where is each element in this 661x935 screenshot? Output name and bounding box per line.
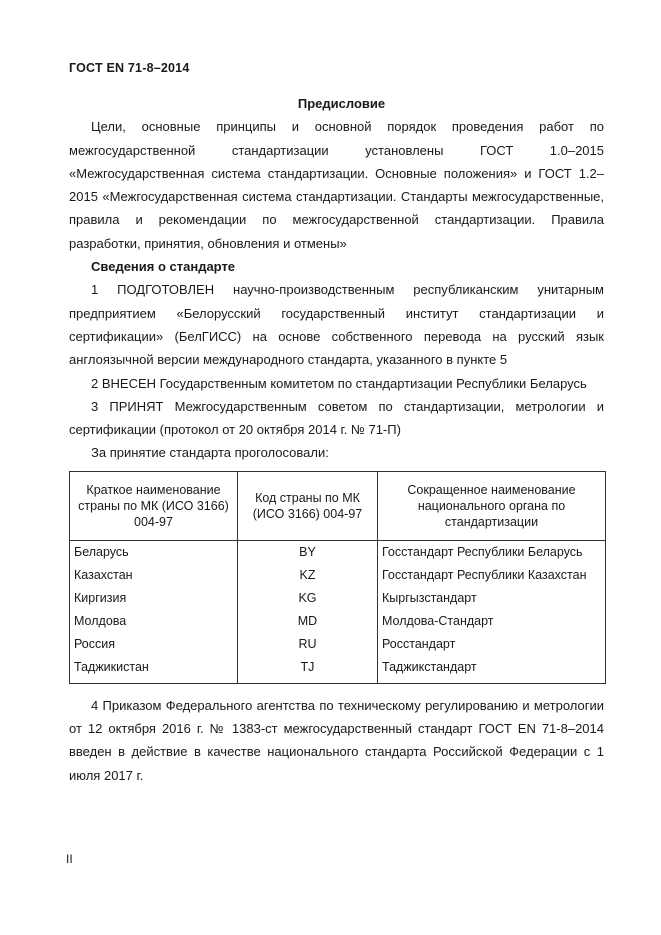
standards-body: Таджикстандарт [378,656,606,684]
table-row [70,564,606,587]
country-code: MD [238,610,378,633]
country-code: KZ [238,564,378,587]
table-row [70,656,606,684]
preface-title: Предисловие [297,96,386,111]
country-name: Таджикистан [70,656,238,684]
header-country-code: Код страны по МК (ИСО 3166) 004-97 [238,471,378,540]
info-item-2: 2 ВНЕСЕН Государственным комитетом по стандартизации Республики Беларусь [91,375,587,391]
country-name: Казахстан [70,564,238,587]
header-standards-body: Сокращенное наименование национального органа по стандартизации [378,471,606,540]
country-code: KG [238,587,378,610]
country-code: TJ [238,656,378,684]
table-row [70,587,606,610]
page-content [69,92,604,787]
country-name: Россия [70,633,238,656]
info-item-3: 3 ПРИНЯТ Межгосударственным советом по стандартизации, метрологии и сертификации (протокол от 20 октября 2014 г. № 71-П) [69,398,604,438]
vote-intro: За принятие стандарта проголосовали: [91,445,329,461]
standards-body: Молдова-Стандарт [378,610,606,633]
document-code: ГОСТ EN 71-8–2014 [69,61,190,75]
country-name: Беларусь [70,540,238,564]
table-row [70,633,606,656]
info-item-1: 1 ПОДГОТОВЛЕН научно-производственным республиканским унитарным предприятием «Белорусский государственный институт стандартизации и сертификации» (БелГИСС) на основе собственного перевода на русский язык англоязычной версии международного стандарта, указанного в пункте 5 [69,282,604,368]
page-number: II [66,852,73,866]
country-name: Молдова [70,610,238,633]
voting-table [69,471,606,684]
info-item-4: 4 Приказом Федерального агентства по техническому регулированию и метрологии от 12 октября 2016 г. № 1383-ст межгосударственный стандарт ГОСТ EN 71-8–2014 введен в действие в качестве национального стандарта Российской Федерации с 1 июля 2017 г. [69,697,604,783]
standards-body: Росстандарт [378,633,606,656]
preface-intro: Цели, основные принципы и основной порядок проведения работ по межгосударственной стандартизации установлены ГОСТ 1.0–2015 «Межгосударственная система стандартизации. Основные положения» и ГОСТ 1.2–2015 «Межгосударственная система стандартизации. Стандарты межгосударственные, правила и рекомендации по межгосударственной стандартизации. Правила разработки, принятия, обновления и отмены» [69,119,604,251]
table-row [70,540,606,564]
country-code: RU [238,633,378,656]
table-header-row [70,471,606,540]
standards-body: Госстандарт Республики Казахстан [378,564,606,587]
table-row [70,610,606,633]
standard-info-title: Сведения о стандарте [91,259,236,275]
country-code: BY [238,540,378,564]
standards-body: Госстандарт Республики Беларусь [378,540,606,564]
standards-body: Кыргызстандарт [378,587,606,610]
country-name: Киргизия [70,587,238,610]
header-country-name: Краткое наименование страны по МК (ИСО 3166) 004-97 [70,471,238,540]
